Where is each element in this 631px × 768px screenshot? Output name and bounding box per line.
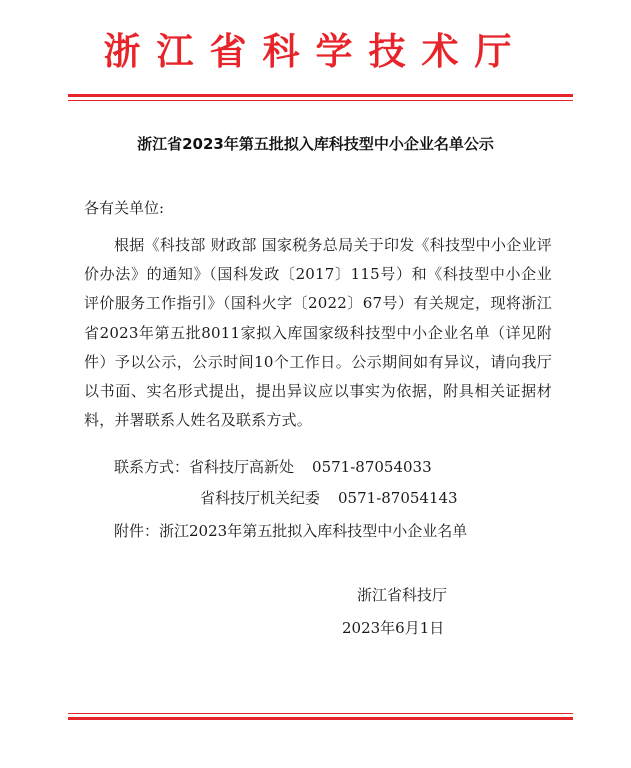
- attachment-line: [114, 521, 467, 541]
- notice-title: 浙江省2023年第五批拟入库科技型中小企业名单公示: [137, 135, 494, 153]
- contact-phone: 0571-87054033: [312, 458, 432, 476]
- letterhead-rule-thick: [68, 94, 573, 97]
- salutation: 各有关单位:: [84, 199, 165, 217]
- footer-rule-thin: [68, 713, 573, 714]
- notice-body: 根据《科技部 财政部 国家税务总局关于印发《科技型中小企业评价办法》的通知》（国科发政〔2017〕115号）和《科技型中小企业评价服务工作指引》（国科火字〔2022〕67号）有关规定，现将浙江省2023年第五批8011家拟入库国家级科技型中小企业名单（详见附件）予以公示，公示时间10个工作日。公示期间如有异议，请向我厅以书面、实名形式提出，提出异议应以事实为依据，附具相关证据材料，并署联系人姓名及联系方式。: [84, 236, 552, 430]
- footer-rule-thick: [68, 717, 573, 720]
- contact-office: 省科技厅高新处: [189, 458, 295, 476]
- contact-label: 联系方式：: [114, 458, 190, 476]
- signature-org: 浙江省科技厅: [357, 586, 448, 604]
- agency-letterhead: 浙江省科学技术厅: [103, 30, 528, 73]
- attachment-name[interactable]: 浙江2023年第五批拟入库科技型中小企业名单: [159, 522, 468, 540]
- signature-date: 2023年6月1日: [342, 619, 445, 637]
- contact-line-2: [200, 488, 458, 508]
- contact-office: 省科技厅机关纪委: [200, 489, 321, 507]
- letterhead-rule-thin: [68, 100, 573, 101]
- contact-phone: 0571-87054143: [338, 489, 458, 507]
- attachment-label: 附件：: [114, 522, 160, 540]
- contact-line-1: [114, 457, 432, 477]
